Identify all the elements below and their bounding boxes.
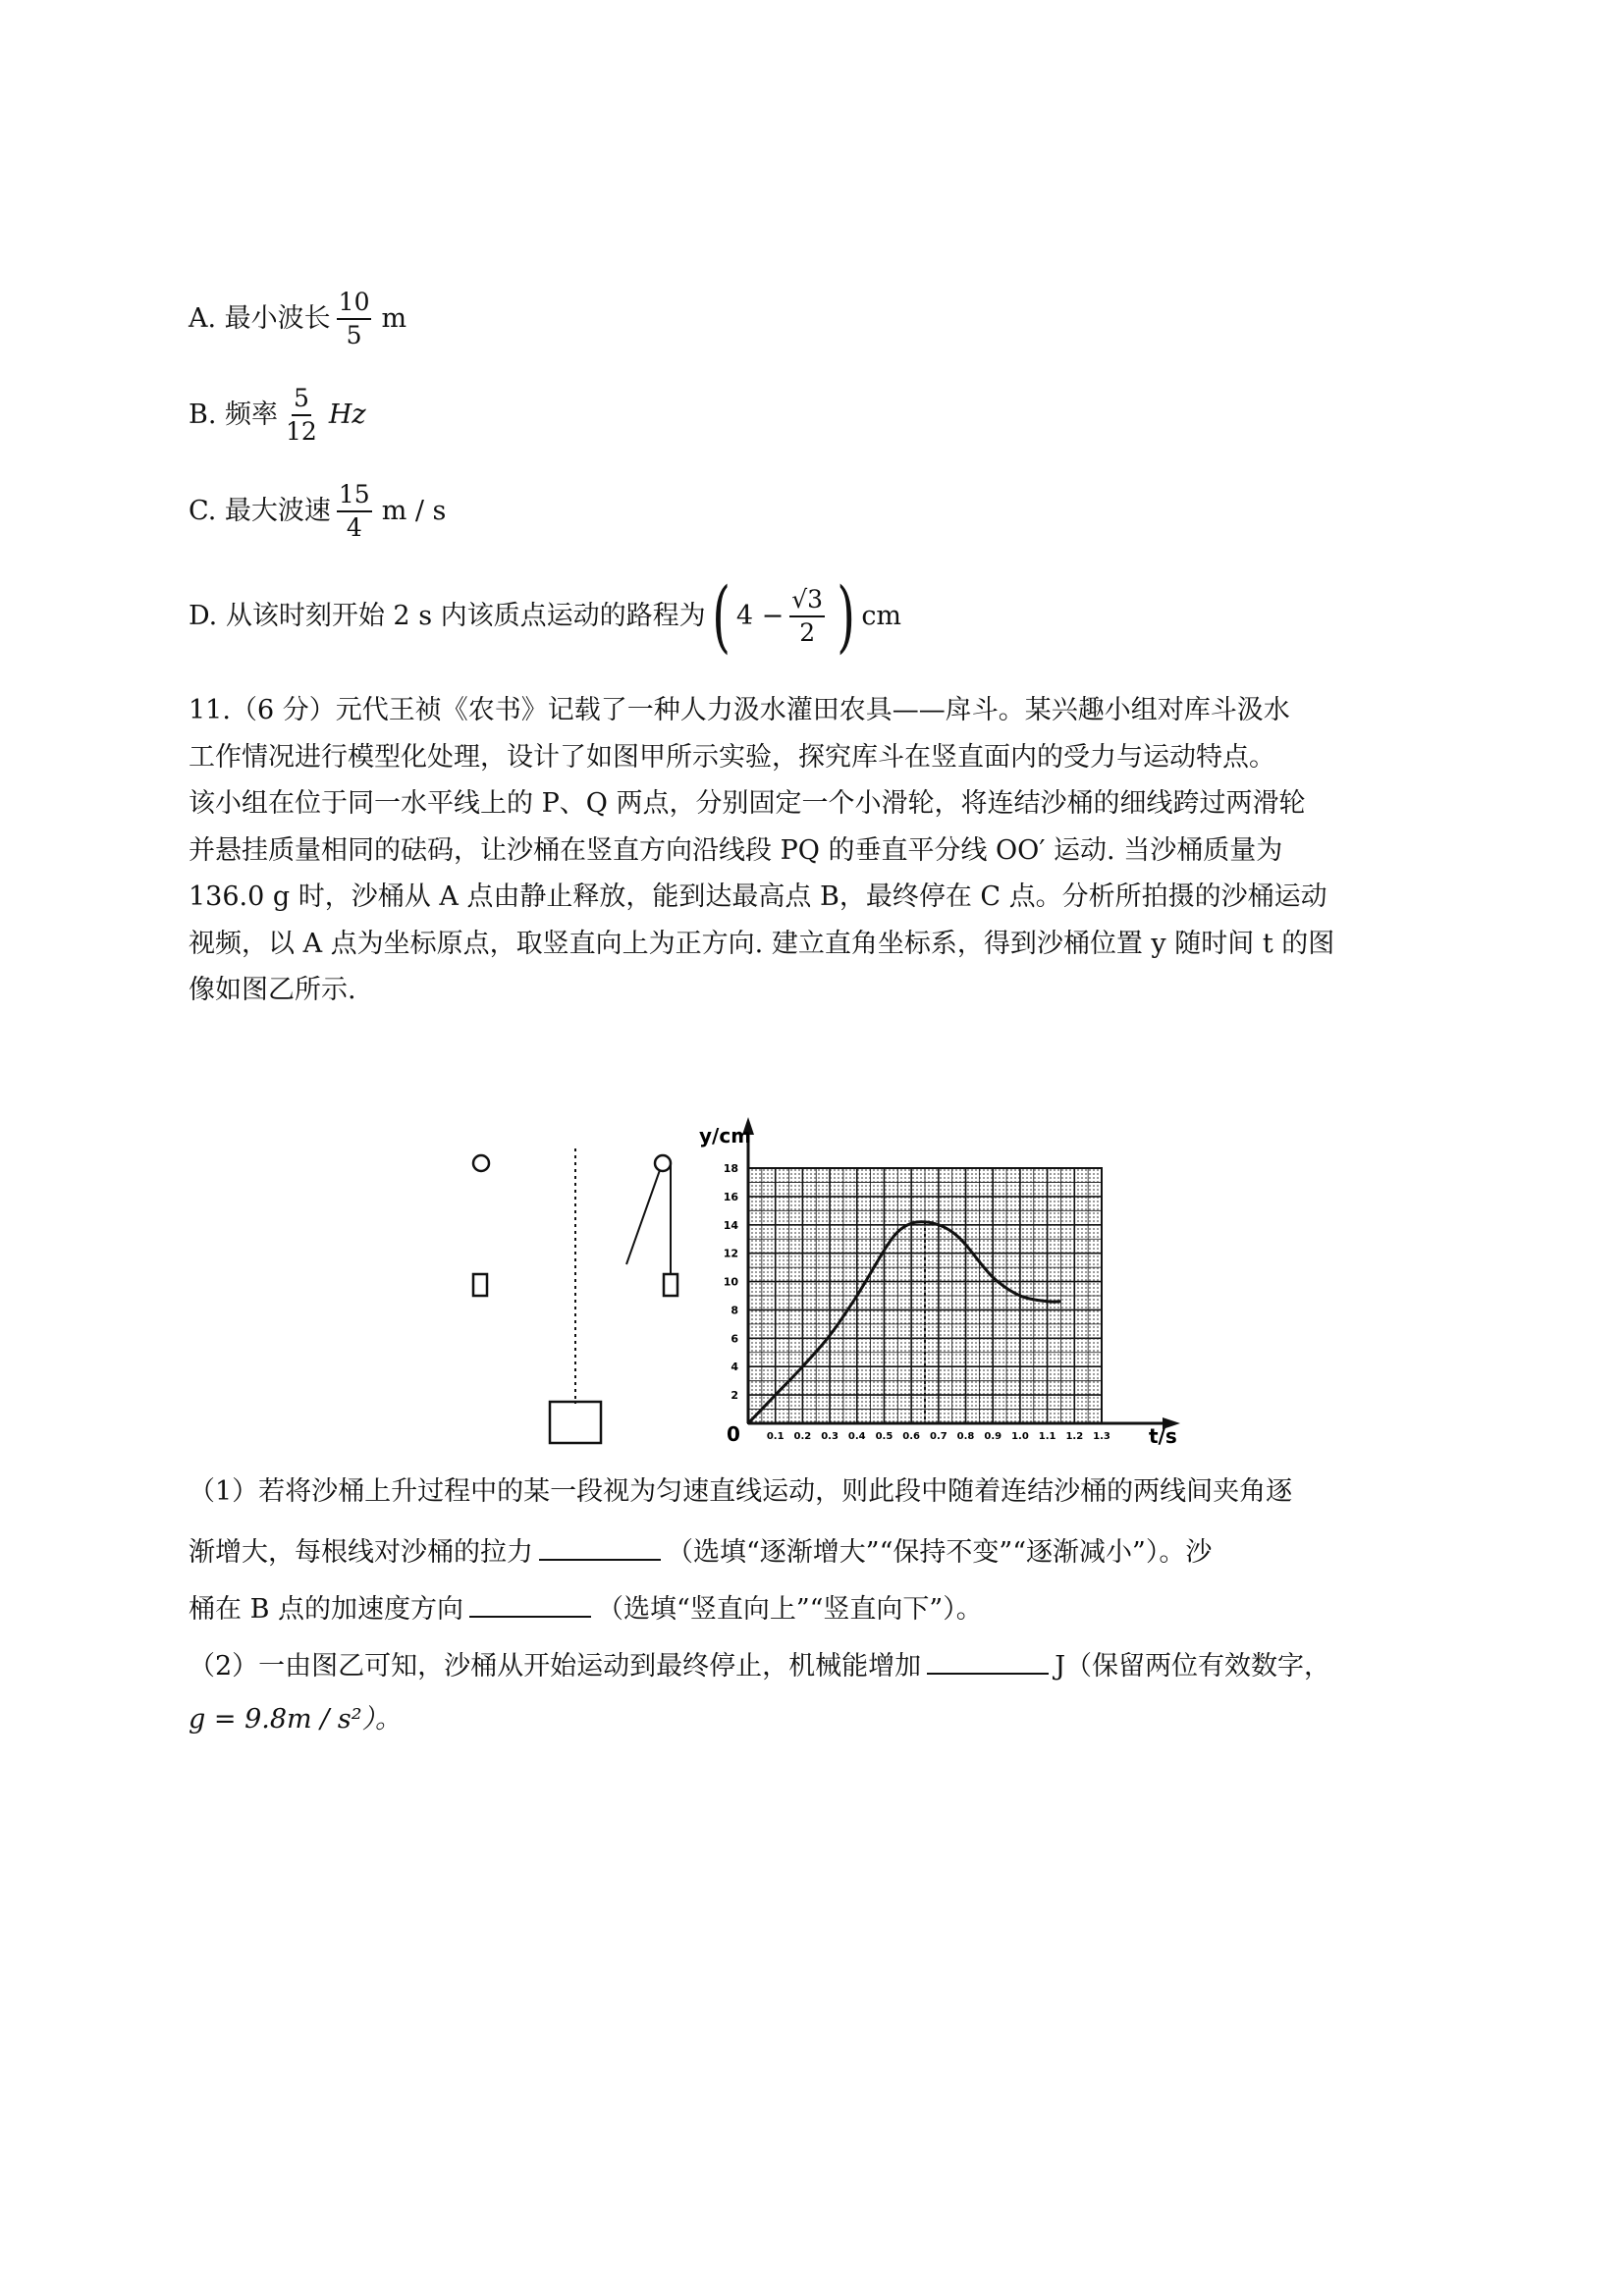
question-line: 该小组在位于同一水平线上的 P、Q 两点，分别固定一个小滑轮，将连结沙桶的细线跨过两滑轮 <box>189 788 1306 819</box>
x-tick-label: 0.1 <box>766 1431 785 1442</box>
question-line: 11.（6 分）元代王祯《农书》记载了一种人力汲水灌田农具——戽斗。某兴趣小组对库斗汲水 <box>189 695 1290 725</box>
x-tick-label: 0.3 <box>821 1431 839 1442</box>
apparatus-figure <box>452 1119 707 1453</box>
option-d-fraction <box>789 584 825 649</box>
option-c-unit: m / s <box>381 496 447 526</box>
option-d-numerator: √3 <box>789 584 825 617</box>
y-tick-label: 8 <box>731 1304 738 1317</box>
option-a <box>189 287 406 351</box>
y-tick-label: 18 <box>723 1162 738 1175</box>
option-b-denominator: 12 <box>286 417 317 446</box>
y-tick-label: 16 <box>723 1190 738 1203</box>
sand-bucket-icon <box>550 1402 601 1443</box>
x-tick-label: 1.1 <box>1038 1431 1056 1442</box>
x-tick-label: 0.8 <box>956 1431 975 1442</box>
question-line: 工作情况进行模型化处理，设计了如图甲所示实验，探究库斗在竖直面内的受力与运动特点。 <box>189 741 1275 773</box>
sub1-text-c: 桶在 B 点的加速度方向 <box>189 1594 464 1625</box>
option-b <box>189 383 366 448</box>
sub1-text-d: （选填“竖直向上”“竖直向下”）。 <box>597 1594 983 1625</box>
x-tick-label: 0.9 <box>984 1431 1002 1442</box>
y-tick-label: 10 <box>723 1275 738 1289</box>
question-line: 136.0 g 时，沙桶从 A 点由静止释放，能到达最高点 B，最终停在 C 点。分析所拍摄的沙桶运动 <box>189 881 1327 912</box>
sub-question-1-line2 <box>189 1529 1212 1573</box>
option-a-denominator: 5 <box>346 321 362 349</box>
sub-question-2-line1 <box>189 1643 1330 1686</box>
option-a-fraction <box>337 287 372 351</box>
option-a-label: A. 最小波长 <box>189 303 331 334</box>
sub2-text-a: （2）一由图乙可知，沙桶从开始运动到最终停止，机械能增加 <box>189 1651 922 1682</box>
x-tick-label: 1.3 <box>1093 1431 1110 1442</box>
x-tick-label: 0.2 <box>793 1431 812 1442</box>
x-tick-label: 0.7 <box>929 1431 947 1442</box>
y-tick-label: 6 <box>731 1332 738 1346</box>
left-paren: ( <box>711 570 731 662</box>
x-tick-label: 1.2 <box>1065 1431 1084 1442</box>
option-d-label: D. 从该时刻开始 2 s 内该质点运动的路程为 <box>189 601 706 631</box>
pulley-p-icon <box>473 1155 489 1171</box>
option-d-term: 4 − <box>735 601 785 631</box>
sub2-text-b: J（保留两位有效数字， <box>1055 1651 1331 1682</box>
y-tick-label: 2 <box>731 1389 738 1403</box>
option-c-label: C. 最大波速 <box>189 496 331 526</box>
answer-blank-tension[interactable] <box>539 1529 661 1561</box>
option-c-denominator: 4 <box>346 513 362 542</box>
option-b-numerator: 5 <box>292 383 311 416</box>
option-b-unit: Hz <box>328 400 366 430</box>
answer-blank-acceleration[interactable] <box>469 1586 591 1618</box>
rope-diagonal <box>626 1170 660 1264</box>
option-c-numerator: 15 <box>337 479 372 512</box>
option-b-label: B. 频率 <box>189 400 279 430</box>
weight-right-icon <box>664 1274 677 1296</box>
answer-blank-energy[interactable] <box>927 1643 1049 1675</box>
y-axis-label: y/cm <box>699 1124 752 1148</box>
option-a-numerator: 10 <box>337 287 372 320</box>
option-a-unit: m <box>381 303 407 334</box>
option-d-denominator: 2 <box>799 618 816 647</box>
sub-question-1-line1: （1）若将沙桶上升过程中的某一段视为匀速直线运动，则此段中随着连结沙桶的两线间夹角逐 <box>189 1476 1293 1507</box>
x-tick-label: 0.6 <box>902 1431 921 1442</box>
x-tick-label: 1.0 <box>1011 1431 1029 1442</box>
sub1-text-b: （选填“逐渐增大”“保持不变”“逐渐减小”）。沙 <box>667 1537 1213 1568</box>
question-line: 像如图乙所示. <box>189 975 356 1005</box>
question-line: 视频，以 A 点为坐标原点，取竖直向上为正方向. 建立直角坐标系，得到沙桶位置 y 随时间 t 的图 <box>189 928 1335 959</box>
sub1-text-a: 渐增大，每根线对沙桶的拉力 <box>189 1537 533 1568</box>
option-c <box>189 479 446 544</box>
x-tick-label: 0.4 <box>847 1431 866 1442</box>
x-tick-label: 0.5 <box>875 1431 893 1442</box>
right-paren: ) <box>837 570 856 662</box>
y-tick-label: 4 <box>731 1361 738 1374</box>
option-c-fraction <box>337 479 372 544</box>
x-axis-label: t/s <box>1149 1424 1177 1448</box>
origin-label: 0 <box>727 1422 740 1446</box>
pulley-q-icon <box>655 1155 671 1171</box>
option-b-fraction <box>284 383 319 448</box>
y-tick-label: 12 <box>723 1247 738 1260</box>
sub-question-1-line3 <box>189 1586 983 1629</box>
y-t-chart <box>687 1109 1198 1453</box>
weight-left-icon <box>473 1274 487 1296</box>
sub-question-2-line2: g = 9.8m / s²）。 <box>189 1704 403 1735</box>
question-11 <box>189 687 1455 1014</box>
option-d-unit: cm <box>861 601 902 631</box>
option-d <box>189 570 902 662</box>
y-tick-label: 14 <box>723 1218 738 1232</box>
question-line: 并悬挂质量相同的砝码，让沙桶在竖直方向沿线段 PQ 的垂直平分线 OO′ 运动. 当沙桶质量为 <box>189 834 1283 866</box>
